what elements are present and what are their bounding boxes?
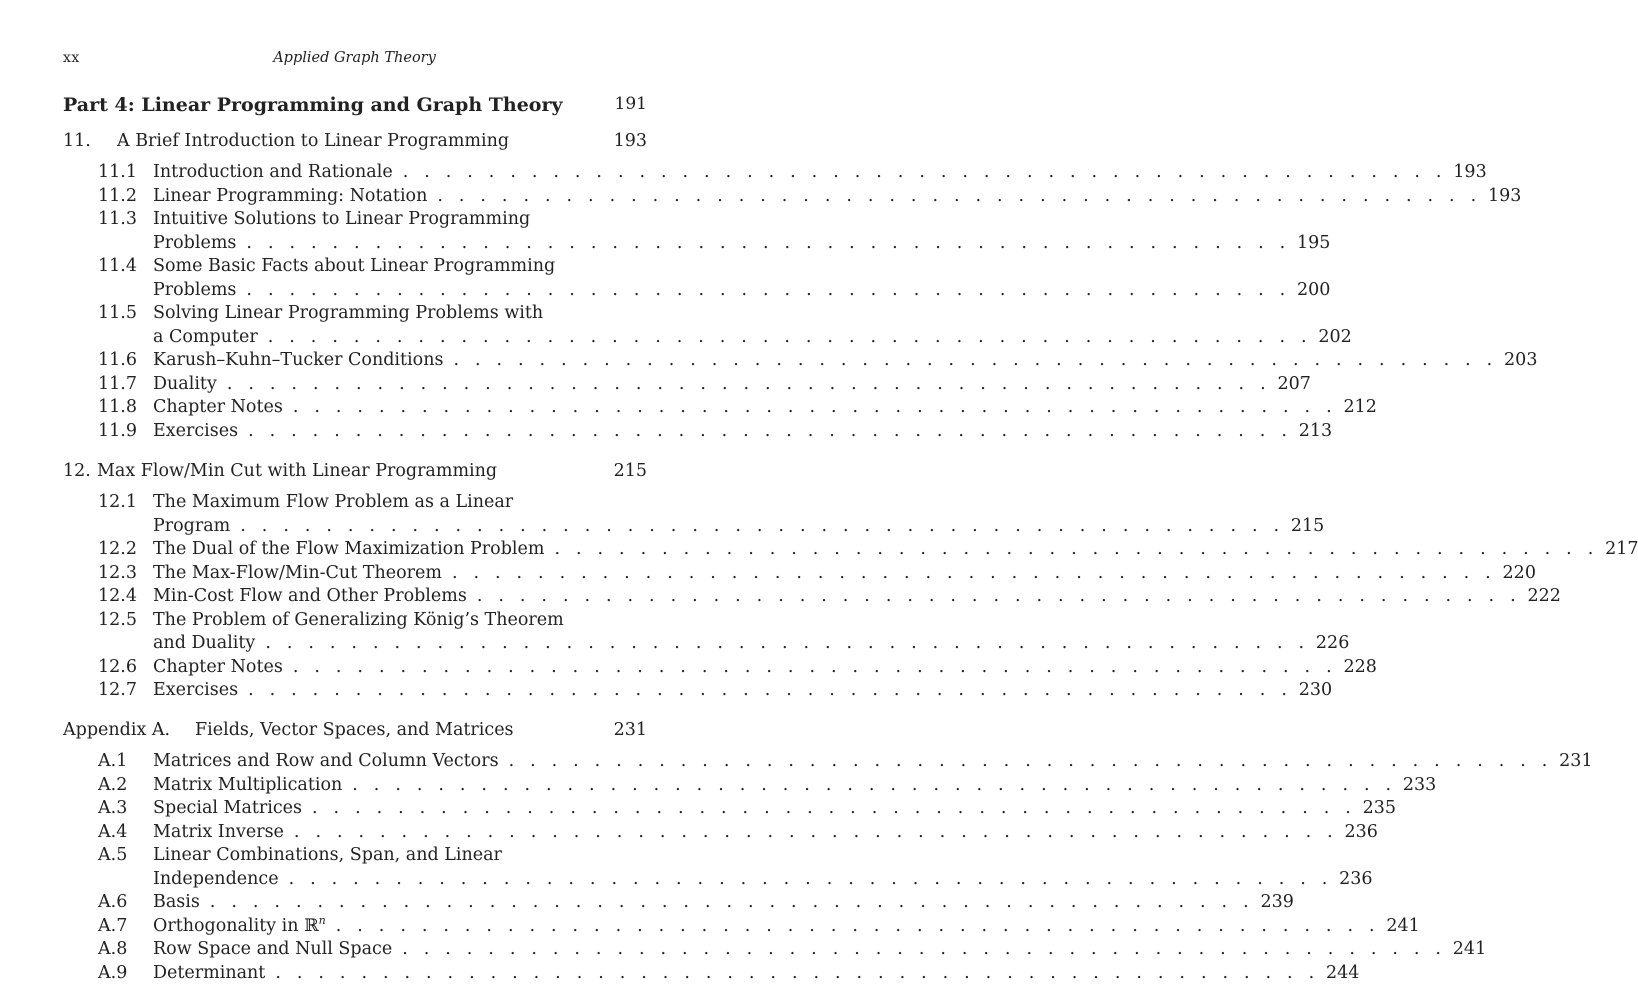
section-number: 11.1 — [98, 162, 137, 182]
section-title-row — [153, 515, 1325, 539]
section-title — [153, 232, 236, 256]
section-number: 11.2 — [98, 185, 137, 206]
dot-leader: . . . . . . . . . . . . . . . . . . . . . . . . . . . . . . . . . . . . . . . . . . . . . . . . . — [288, 868, 1333, 889]
section-title-row — [153, 750, 1593, 774]
chapter-title: Max Flow/Min Cut with Linear Programming — [97, 461, 498, 481]
chapter-page: 193 — [613, 131, 647, 151]
chapter-heading — [63, 461, 647, 485]
section-body — [153, 679, 1333, 703]
running-header — [63, 50, 646, 70]
section-body — [153, 891, 1294, 915]
section-body — [153, 821, 1378, 845]
dot-leader: . . . . . . . . . . . . . . . . . . . . . . . . . . . . . . . . . . . . . . . . . . . . . . . . . — [402, 162, 1447, 182]
section-body — [153, 255, 1331, 302]
section-title-text: Problems — [153, 279, 237, 300]
section-body — [153, 962, 1360, 986]
section-page: 222 — [1527, 586, 1561, 606]
section-title-text: Exercises — [153, 420, 239, 441]
toc-entry — [98, 161, 1487, 185]
toc-entry — [98, 821, 1378, 845]
toc-entry — [98, 750, 1593, 774]
section-title-row — [153, 868, 1373, 892]
section-page: 241 — [1386, 915, 1420, 936]
section-page: 241 — [1452, 939, 1487, 959]
section-body — [153, 349, 1538, 373]
chapter-number: Appendix A. — [63, 720, 171, 740]
dot-leader: . . . . . . . . . . . . . . . . . . . . . . . . . . . . . . . . . . . . . . . . . . . . . . . . . — [293, 821, 1338, 842]
chapter-number: 11. — [63, 131, 91, 151]
section-page: 215 — [1290, 515, 1325, 536]
section-title — [153, 349, 443, 373]
section-body — [153, 797, 1397, 821]
toc-entry — [98, 255, 1331, 302]
section-title — [153, 821, 284, 845]
section-body — [153, 161, 1487, 185]
section-page: 244 — [1325, 962, 1360, 983]
dot-leader: . . . . . . . . . . . . . . . . . . . . . . . . . . . . . . . . . . . . . . . . . . . . . . . . . — [437, 185, 1482, 206]
section-body — [153, 656, 1377, 680]
toc-entry — [98, 844, 1373, 891]
section-title — [153, 679, 238, 703]
section-title-text: Independence — [153, 868, 279, 889]
section-title — [153, 774, 342, 798]
section-body — [153, 938, 1487, 962]
section-page: 203 — [1504, 350, 1538, 370]
section-title — [153, 420, 238, 444]
section-title-text: The Max-Flow/Min-Cut Theorem — [153, 562, 442, 583]
dot-leader: . . . . . . . . . . . . . . . . . . . . . . . . . . . . . . . . . . . . . . . . . . . . . . . . . — [451, 562, 1496, 583]
section-title-row — [153, 962, 1360, 986]
section-number: 11.5 — [98, 303, 137, 323]
section-page: 233 — [1402, 774, 1437, 795]
section-number: A.7 — [98, 915, 128, 936]
toc-entry — [98, 396, 1377, 420]
section-title-text: Row Space and Null Space — [153, 939, 393, 959]
section-title-text: Determinant — [153, 962, 266, 983]
section-title-row — [153, 585, 1561, 609]
dot-leader: . . . . . . . . . . . . . . . . . . . . . . . . . . . . . . . . . . . . . . . . . . . . . . . . . — [476, 586, 1521, 606]
section-title-row — [153, 396, 1377, 420]
toc-entry — [98, 185, 1522, 209]
chapter-heading — [63, 131, 647, 155]
section-page: 231 — [1559, 751, 1593, 771]
toc-entry — [98, 962, 1360, 986]
dot-leader: . . . . . . . . . . . . . . . . . . . . . . . . . . . . . . . . . . . . . . . . . . . . . . . . . — [209, 892, 1254, 912]
section-page: 236 — [1344, 821, 1378, 842]
section-title-text: The Dual of the Flow Maximization Problem — [153, 539, 545, 559]
section-title-row — [153, 891, 1294, 915]
section-number: 11.4 — [98, 256, 137, 276]
section-title-text: and Duality — [153, 633, 256, 653]
section-title-row — [153, 420, 1333, 444]
toc-entry — [98, 562, 1536, 586]
section-body — [153, 750, 1593, 774]
dot-leader: . . . . . . . . . . . . . . . . . . . . . . . . . . . . . . . . . . . . . . . . . . . . . . . . . — [554, 539, 1599, 559]
section-title-row — [153, 538, 1638, 562]
section-body — [153, 373, 1311, 397]
section-title — [153, 938, 392, 962]
section-title-row — [153, 326, 1352, 350]
section-number: 11.8 — [98, 397, 137, 417]
dot-leader: . . . . . . . . . . . . . . . . . . . . . . . . . . . . . . . . . . . . . . . . . . . . . . . . . — [226, 373, 1271, 394]
section-body — [153, 844, 1373, 891]
section-title-text: Introduction and Rationale — [153, 162, 393, 182]
section-body — [153, 774, 1437, 798]
chapter-title: Fields, Vector Spaces, and Matrices — [195, 720, 514, 740]
section-page: 220 — [1502, 562, 1536, 583]
section-title-text: Karush–Kuhn–Tucker Conditions — [153, 350, 444, 370]
dot-leader: . . . . . . . . . . . . . . . . . . . . . . . . . . . . . . . . . . . . . . . . . . . . . . . . . — [335, 915, 1380, 936]
dot-leader: . . . . . . . . . . . . . . . . . . . . . . . . . . . . . . . . . . . . . . . . . . . . . . . . . — [275, 962, 1320, 983]
section-number: A.3 — [98, 798, 128, 818]
section-title-row — [153, 656, 1377, 680]
section-page: 195 — [1297, 232, 1331, 253]
section-title-line: Solving Linear Programming Problems with — [153, 303, 544, 323]
toc-entry — [98, 774, 1437, 798]
section-title-text: Matrix Multiplication — [153, 774, 343, 795]
section-title-text: Chapter Notes — [153, 656, 283, 677]
section-page: 235 — [1362, 798, 1397, 818]
section-title — [153, 396, 283, 420]
toc-entry — [98, 656, 1377, 680]
section-body — [153, 538, 1638, 562]
section-number: A.1 — [98, 751, 128, 771]
dot-leader: . . . . . . . . . . . . . . . . . . . . . . . . . . . . . . . . . . . . . . . . . . . . . . . . . — [265, 633, 1310, 653]
section-page: 193 — [1487, 185, 1522, 206]
section-title-row — [153, 373, 1311, 397]
section-number: 12.3 — [98, 562, 137, 583]
section-page: 207 — [1277, 373, 1311, 394]
toc-entry — [98, 679, 1333, 703]
section-title-text: Exercises — [153, 680, 239, 700]
toc-entry — [98, 491, 1325, 538]
section-number: 12.5 — [98, 609, 137, 630]
section-number: A.6 — [98, 892, 128, 912]
section-title — [153, 797, 302, 821]
section-number: 11.7 — [98, 373, 137, 394]
section-title-text: Min-Cost Flow and Other Problems — [153, 586, 467, 606]
section-body — [153, 913, 1420, 939]
section-title — [153, 373, 217, 397]
dot-leader: . . . . . . . . . . . . . . . . . . . . . . . . . . . . . . . . . . . . . . . . . . . . . . . . . — [248, 420, 1293, 441]
section-page: 226 — [1315, 633, 1350, 653]
book-title: Applied Graph Theory — [273, 50, 436, 66]
section-body — [153, 396, 1377, 420]
section-title-text: Program — [153, 515, 231, 536]
section-title-text: Linear Programming: Notation — [153, 185, 428, 206]
section-title-line: The Maximum Flow Problem as a Linear — [153, 492, 514, 512]
section-title-row — [153, 913, 1420, 939]
section-number: A.2 — [98, 774, 128, 795]
section-title-row — [153, 938, 1487, 962]
section-title-text: Matrix Inverse — [153, 821, 284, 842]
section-title — [153, 962, 265, 986]
section-title — [153, 279, 236, 303]
section-number: A.8 — [98, 939, 128, 959]
section-title-row — [153, 821, 1378, 845]
dot-leader: . . . . . . . . . . . . . . . . . . . . . . . . . . . . . . . . . . . . . . . . . . . . . . . . . — [352, 774, 1397, 795]
dot-leader: . . . . . . . . . . . . . . . . . . . . . . . . . . . . . . . . . . . . . . . . . . . . . . . . . — [240, 515, 1285, 536]
section-title — [153, 326, 258, 350]
section-title — [153, 656, 283, 680]
toc-entry — [98, 938, 1487, 962]
dot-leader: . . . . . . . . . . . . . . . . . . . . . . . . . . . . . . . . . . . . . . . . . . . . . . . . . — [402, 939, 1447, 959]
section-number: 12.2 — [98, 539, 137, 559]
chapter-page: 231 — [613, 720, 647, 740]
section-body — [153, 609, 1350, 656]
dot-leader: . . . . . . . . . . . . . . . . . . . . . . . . . . . . . . . . . . . . . . . . . . . . . . . . . — [246, 232, 1291, 253]
section-page: 236 — [1339, 868, 1373, 889]
section-title-row — [153, 161, 1487, 185]
section-page: 230 — [1298, 680, 1333, 700]
section-title-text: Basis — [153, 892, 200, 912]
dot-leader: . . . . . . . . . . . . . . . . . . . . . . . . . . . . . . . . . . . . . . . . . . . . . . . . . — [248, 680, 1293, 700]
section-title — [153, 161, 393, 185]
chapter-page: 215 — [613, 461, 647, 481]
toc-entry — [98, 208, 1331, 255]
section-title-text: Duality — [153, 373, 217, 394]
section-number: 12.6 — [98, 656, 137, 677]
section-page: 212 — [1343, 397, 1377, 417]
chapter-number: 12. — [63, 461, 91, 481]
section-body — [153, 585, 1561, 609]
section-title-text: a Computer — [153, 326, 258, 347]
part-heading — [63, 94, 647, 120]
section-number: 12.7 — [98, 680, 137, 700]
section-title-row — [153, 562, 1536, 586]
section-title-text: Special Matrices — [153, 798, 303, 818]
section-title — [153, 750, 499, 774]
section-body — [153, 491, 1325, 538]
section-title — [153, 538, 544, 562]
section-page: 202 — [1318, 326, 1352, 347]
section-number: 11.6 — [98, 350, 137, 370]
section-title — [153, 632, 255, 656]
dot-leader: . . . . . . . . . . . . . . . . . . . . . . . . . . . . . . . . . . . . . . . . . . . . . . . . . — [292, 397, 1337, 417]
dot-leader: . . . . . . . . . . . . . . . . . . . . . . . . . . . . . . . . . . . . . . . . . . . . . . . . . — [267, 326, 1312, 347]
section-page: 200 — [1297, 279, 1331, 300]
section-number: 12.1 — [98, 492, 137, 512]
section-title-row — [153, 232, 1331, 256]
section-number: A.4 — [98, 821, 128, 842]
chapter-heading — [63, 720, 647, 744]
superscript: n — [318, 913, 326, 927]
toc-entry — [98, 913, 1420, 939]
toc-entry — [98, 585, 1561, 609]
dot-leader: . . . . . . . . . . . . . . . . . . . . . . . . . . . . . . . . . . . . . . . . . . . . . . . . . — [292, 656, 1337, 677]
toc-entry — [98, 891, 1294, 915]
section-title-text: Problems — [153, 232, 237, 253]
section-title-row — [153, 797, 1397, 821]
section-title — [153, 585, 467, 609]
section-title-row — [153, 632, 1350, 656]
section-title-row — [153, 185, 1522, 209]
toc-entry — [98, 420, 1333, 444]
section-number: 12.4 — [98, 586, 137, 606]
section-page: 228 — [1343, 656, 1377, 677]
section-page: 213 — [1298, 420, 1333, 441]
dot-leader: . . . . . . . . . . . . . . . . . . . . . . . . . . . . . . . . . . . . . . . . . . . . . . . . . — [312, 798, 1357, 818]
section-title-row — [153, 349, 1538, 373]
section-body — [153, 302, 1352, 349]
section-body — [153, 208, 1331, 255]
section-title-line: Some Basic Facts about Linear Programming — [153, 256, 556, 276]
toc-entry — [98, 302, 1352, 349]
dot-leader: . . . . . . . . . . . . . . . . . . . . . . . . . . . . . . . . . . . . . . . . . . . . . . . . . — [508, 751, 1553, 771]
toc-entry — [98, 538, 1638, 562]
section-title — [153, 868, 279, 892]
section-title — [153, 515, 230, 539]
section-body — [153, 185, 1522, 209]
dot-leader: . . . . . . . . . . . . . . . . . . . . . . . . . . . . . . . . . . . . . . . . . . . . . . . . . — [453, 350, 1498, 370]
section-title — [153, 915, 326, 939]
page-number: xx — [63, 50, 80, 66]
section-title-line: The Problem of Generalizing König’s Theorem — [153, 609, 564, 630]
section-title — [153, 185, 427, 209]
section-page: 217 — [1605, 539, 1638, 559]
section-page: 193 — [1453, 162, 1487, 182]
dot-leader: . . . . . . . . . . . . . . . . . . . . . . . . . . . . . . . . . . . . . . . . . . . . . . . . . — [246, 279, 1291, 300]
section-number: 11.9 — [98, 420, 137, 441]
part-page: 191 — [614, 94, 647, 114]
section-title-row — [153, 774, 1437, 798]
section-title-row — [153, 279, 1331, 303]
chapter-title: A Brief Introduction to Linear Programming — [117, 131, 510, 151]
toc-entry — [98, 797, 1397, 821]
toc-entry — [98, 373, 1311, 397]
section-number: A.5 — [98, 845, 128, 865]
section-body — [153, 562, 1536, 586]
part-title: Part 4: Linear Programming and Graph Theory — [63, 94, 563, 116]
section-title-line: Linear Combinations, Span, and Linear — [153, 845, 502, 865]
section-title-text: Matrices and Row and Column Vectors — [153, 751, 499, 771]
section-title — [153, 891, 200, 915]
section-title-row — [153, 679, 1333, 703]
section-number: 11.3 — [98, 209, 137, 229]
section-title-text: Orthogonality in ℝ — [153, 915, 319, 936]
section-page: 239 — [1260, 892, 1294, 912]
toc-entry — [98, 609, 1350, 656]
toc-entry — [98, 349, 1538, 373]
section-title-text: Chapter Notes — [153, 397, 283, 417]
section-body — [153, 420, 1333, 444]
section-title-line: Intuitive Solutions to Linear Programming — [153, 209, 531, 229]
section-number: A.9 — [98, 962, 128, 983]
section-title — [153, 562, 442, 586]
